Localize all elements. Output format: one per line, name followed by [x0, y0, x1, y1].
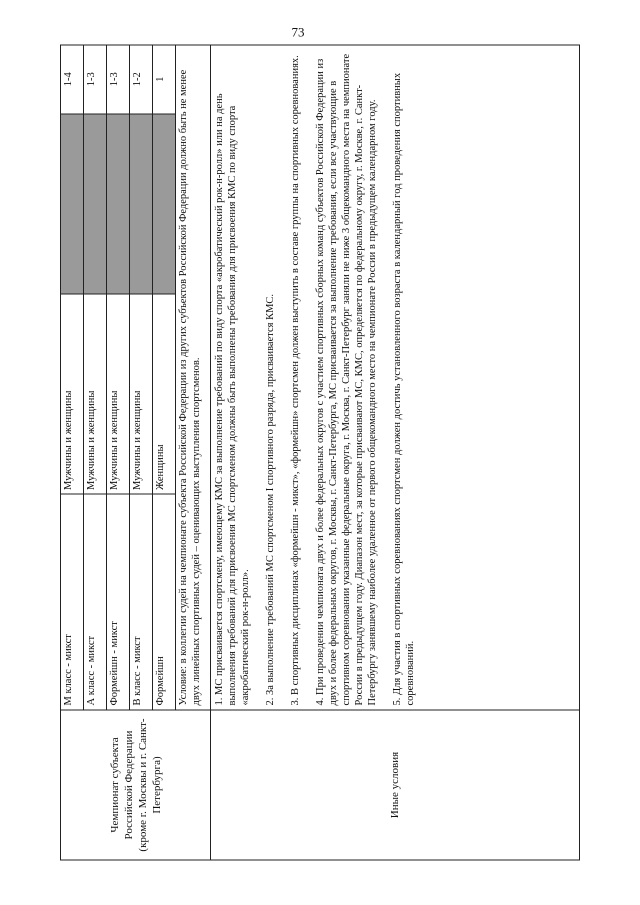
- rows-cell: [61, 45, 211, 710]
- discipline-cell: А класс - микст: [84, 494, 107, 709]
- other-item: 1. МС присваивается спортсмену, имеющему КМС за выполнение требований по виду спорта «акробатический рок-н-ролл» или на день выполнения требований для присвоения МС спортсменом должны быть выполнены требования для присвоения КМС по виду спорта «акробатический рок-н-ролл».: [214, 92, 251, 705]
- participants-cell: Мужчины и женщины: [130, 294, 153, 494]
- discipline-cell: Формейшн: [153, 494, 176, 709]
- other-items: [211, 45, 580, 710]
- section-label: Чемпионат субъекта Российской Федерации (кроме г. Москвы и г. Санкт-Петербурга): [61, 710, 211, 860]
- discipline-row: [153, 44, 176, 709]
- rows-table: [61, 44, 204, 709]
- rank-cell: 1-3: [107, 44, 130, 114]
- discipline-row: [84, 44, 107, 709]
- other-item: 2. За выполнение требований МС спортсменом I спортивного разряда, присваивается КМС.: [265, 293, 276, 705]
- shaded-cell: [107, 114, 130, 294]
- rank-cell: 1-3: [84, 44, 107, 114]
- discipline-cell: Формейшн - микст: [107, 494, 130, 709]
- shaded-cell: [153, 114, 176, 294]
- rank-cell: 1: [153, 44, 176, 114]
- regulation-table: [60, 44, 580, 860]
- participants-cell: Мужчины и женщины: [61, 294, 84, 494]
- other-item: 4. При проведении чемпионата двух и более федеральных округов с участием спортивных сборных команд субъектов Российской Федерации из двух и более федеральных округов, г. Москвы, г. Санкт-Петербурга, МС присваивается за выполнение требования, если все участвующие в спортивном соревновании указанные федеральные округа, г. Москва, г. Санкт-Петербург заняли не ниже 3 общекомандного места на чемпионате России в предыдущем году. Диапазон мест, за которые присваивают МС, КМС, определяется по федеральному округу, г. Москве, г. Санкт-Петербургу занявшему наиболее удаленное от первого общекомандного место на чемпионате России в предыдущем календарном году.: [315, 53, 378, 705]
- page-number: 73: [291, 24, 305, 39]
- shaded-cell: [61, 114, 84, 294]
- rank-cell: 1-2: [130, 44, 153, 114]
- other-label: Иные условия: [211, 710, 580, 860]
- rank-cell: 1-4: [61, 44, 84, 114]
- shaded-cell: [130, 114, 153, 294]
- discipline-row: [107, 44, 130, 709]
- shaded-cell: [84, 114, 107, 294]
- other-item: 5. Для участия в спортивных соревнованиях спортсмен должен достичь установленного возраста в календарный год проведения спортивных соревнований.: [392, 72, 416, 705]
- discipline-row: [61, 44, 84, 709]
- rotated-page: [60, 24, 580, 860]
- discipline-row: [130, 44, 153, 709]
- participants-cell: Женщины: [153, 294, 176, 494]
- condition-text: Условие: в коллегии судей на чемпионате субъекта Российской Федерации из других субъектов Российской Федерации должно быть не менее двух линейных спортивных судей – оценивающих выступления спортсменов.: [178, 69, 202, 705]
- other-item: 3. В спортивных дисциплинах «формейшн - микст», «формейшн» спортсмен должен выступить в составе группы на спортивных соревнованиях.: [290, 54, 301, 705]
- participants-cell: Мужчины и женщины: [107, 294, 130, 494]
- discipline-cell: В класс - микст: [130, 494, 153, 709]
- discipline-cell: М класс - микст: [61, 494, 84, 709]
- participants-cell: Мужчины и женщины: [84, 294, 107, 494]
